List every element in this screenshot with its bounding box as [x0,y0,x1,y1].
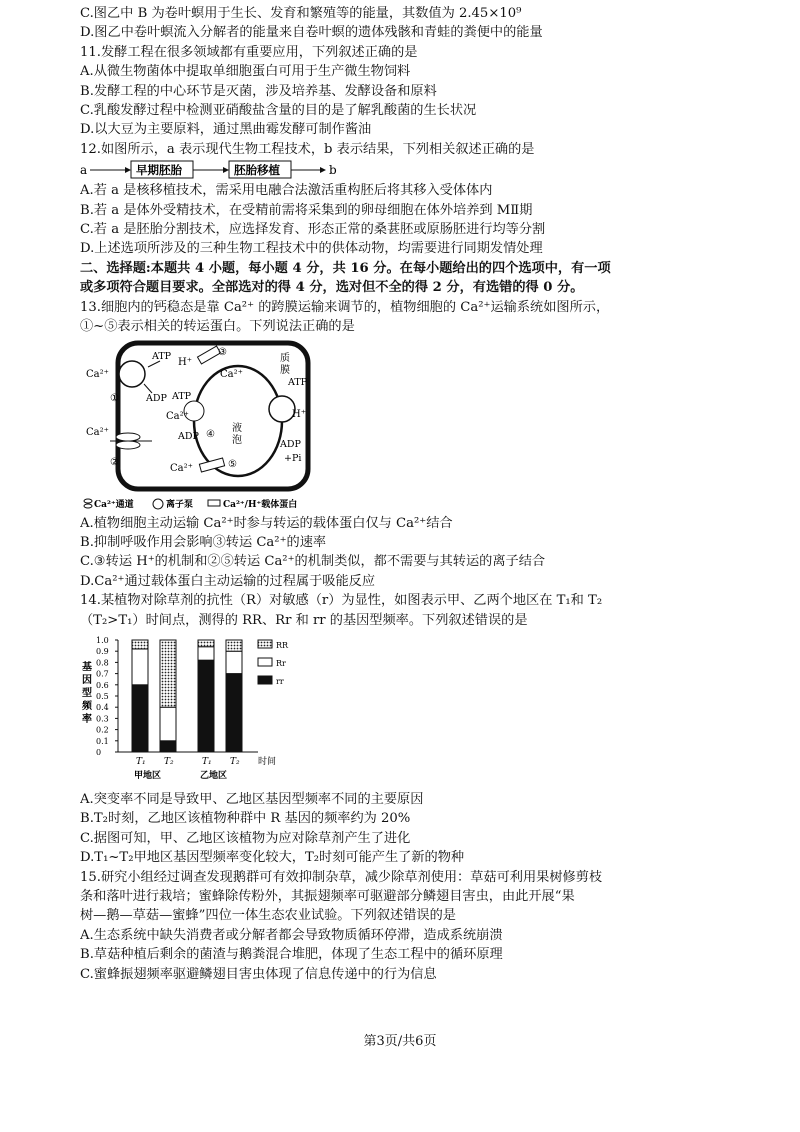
adp-label: ADP [178,430,199,442]
atp-label: ATP [288,376,308,388]
num-2: ② [110,456,119,468]
x-tick-label: T₂ [230,756,240,767]
text-line-q13: 13.细胞内的钙稳态是靠 Ca²⁺ 的跨膜运输来调节的，植物细胞的 Ca²⁺运输系统如图所示， [80,299,610,315]
ca-channel-2 [116,433,140,441]
text-block [80,4,770,159]
num-5: ⑤ [228,458,237,470]
y-tick-label: 0.8 [96,658,109,668]
carrier-5 [199,458,224,472]
ca-label: Ca²⁺ [86,426,109,438]
flow-diagram [80,159,770,181]
bar-RR-0 [132,640,148,649]
text-line-q11b: B.发酵工程的中心环节是灭菌，涉及培养基、发酵设备和原料 [80,83,437,99]
bar-rr-1 [160,741,176,752]
arrow [144,384,152,393]
bar-Rr-2 [198,647,214,660]
membrane-label-2: 膜 [280,364,290,376]
atp-label: ATP [172,390,192,402]
ca-label: Ca²⁺ [170,462,193,474]
vacuole [194,366,282,476]
num-4: ④ [206,428,215,440]
x-tick-label: T₁ [136,756,146,767]
text-line-q13bb: B.抑制呼吸作用会影响③转运 Ca²⁺的速率 [80,534,327,550]
text-line-c_prev: C.图乙中 B 为卷叶螟用于生长、发育和繁殖等的能量，其数值为 2.45×10⁹ [80,6,522,21]
bar-RR-2 [198,640,214,647]
text-line-q12b: B.若 a 是体外受精技术，在受精前需将采集到的卵母细胞在体外培养到 MⅡ期 [80,202,533,218]
flow-arrowhead-3 [320,167,326,173]
text-line-q13d: D.Ca²⁺通过载体蛋白主动运输的过程属于吸能反应 [80,573,376,589]
group-label-jia: 甲地区 [134,770,162,781]
y-axis-label-char: 频 [82,700,92,712]
bar-rr-0 [132,685,148,752]
adp-label: ADP [146,392,167,404]
text-line-q12d: D.上述选项所涉及的三种生物工程技术中的供体动物，均需要进行同期发情处理 [80,241,543,257]
y-tick-label: 0.1 [96,736,109,746]
atp-label: ATP [152,350,172,362]
text-line-q14d: D.T₁~T₂甲地区基因型频率变化较大，T₂时刻可能产生了新的物种 [80,850,465,866]
text-line-q15: 15.研究小组经过调查发现鹅群可有效抑制杂草，减少除草剂使用：草菇可利用果树修剪枝 [80,869,603,885]
text-line-q13c: C.③转运 H⁺的机制和②⑤转运 Ca²⁺的机制类似，都不需要与其转运的离子结合 [80,554,546,570]
legend-pump-icon [153,499,163,509]
pi-label: +Pi [284,452,302,464]
calcium-transport-svg [80,339,340,514]
y-axis-label-char: 因 [82,674,92,686]
h-label: H⁺ [178,356,192,368]
legend-channel: Ca²⁺通道 [94,499,134,510]
text-line-q14b: （T₂>T₁）时间点，测得的 RR、Rr 和 rr 的基因型频率。下列叙述错误的是 [80,612,528,628]
text-line-q12a: A.若 a 是核移植技术，需采用电融合法激活重构胚后将其移入受体体内 [80,183,493,199]
bar-Rr-1 [160,707,176,741]
vacuole-label-1: 液 [232,422,242,434]
bar-Rr-3 [226,651,242,673]
ca-label: Ca²⁺ [86,368,109,380]
membrane-label-1: 质 [280,352,290,364]
flow-arrowhead-1 [125,167,131,173]
num-3: ③ [218,346,227,358]
legend-carrier-icon [208,500,220,506]
legend-pump: 离子泵 [166,499,194,510]
legend-label-RR: RR [276,640,289,650]
text-line-q15b: 条和落叶进行栽培；蜜蜂除传粉外，其振翅频率可驱避部分鳞翅目害虫，由此开展“果 [80,888,575,904]
x-tick-label: T₁ [202,756,212,767]
legend-channel-icon-b [84,504,92,508]
text-line-q15c: 树—鹅—草菇—蜜蜂”四位一体生态农业试验。下列叙述错误的是 [80,908,456,924]
text-block [80,514,770,630]
text-line-sec2a: 二、选择题:本题共 4 小题，每小题 4 分，共 16 分。在每小题给出的四个选项中，有一项 [80,260,611,276]
text-line-q11a: A.从微生物菌体中提取单细胞蛋白可用于生产微生物饲料 [80,64,411,80]
y-tick-label: 0.7 [96,669,109,679]
page-footer: 第3页/共6页 [363,1034,437,1049]
text-line-q13a: A.植物细胞主动运输 Ca²⁺时参与转运的载体蛋白仅与 Ca²⁺结合 [80,515,453,531]
ca-label: Ca²⁺ [166,410,189,422]
legend-swatch-RR [258,640,272,648]
text-line-q14bb: B.T₂时刻，乙地区该植物种群中 R 基因的频率约为 20% [80,811,411,827]
text-line-q11d: D.以大豆为主要原料，通过黑曲霉发酵可制作酱油 [80,122,372,138]
group-label-yi: 乙地区 [200,770,228,781]
legend-swatch-rr [258,676,272,684]
flow-box-1-label: 早期胚胎 [136,163,182,178]
flow-label-a: a [80,163,88,178]
text-line-q11: 11.发酵工程在很多领域都有重要应用，下列叙述正确的是 [80,44,418,60]
text-line-q14a: A.突变率不同是导致甲、乙地区基因型频率不同的主要原因 [80,791,424,807]
ion-pump-1 [119,361,145,387]
genotype-chart-svg [80,632,340,790]
text-line-q12: 12.如图所示，a 表示现代生物工程技术，b 表示结果，下列相关叙述正确的是 [80,141,535,157]
y-tick-label: 1.0 [96,635,109,645]
legend-carrier: Ca²⁺/H⁺载体蛋白 [223,499,298,510]
num-1: ① [110,392,119,404]
y-axis-label-char: 型 [82,687,92,699]
y-tick-label: 0.6 [96,680,109,690]
legend-label-rr: rr [276,676,284,686]
bar-RR-1 [160,640,176,707]
text-line-q12c: C.若 a 是胚胎分割技术，应选择发育、形态正常的桑葚胚或原肠胚进行均等分割 [80,222,546,238]
ca-channel-2b [116,441,140,449]
y-axis-label-char: 基 [82,661,92,673]
x-axis-label: 时间 [258,756,277,767]
text-line-d_prev: D.图乙中卷叶螟流入分解者的能量来自卷叶螟的遗体残骸和青蛙的粪便中的能量 [80,25,543,41]
flow-box-2-label: 胚胎移植 [234,163,280,178]
y-tick-label: 0.9 [96,647,109,657]
genotype-frequency-chart [80,632,770,790]
ca-label: Ca²⁺ [220,368,243,380]
bar-rr-3 [226,674,242,752]
y-tick-label: 0.4 [96,703,109,713]
legend-swatch-Rr [258,658,272,666]
text-line-q15cc: C.蜜蜂振翅频率驱避鳞翅目害虫体现了信息传递中的行为信息 [80,966,437,982]
text-line-q11c: C.乳酸发酵过程中检测亚硝酸盐含量的目的是了解乳酸菌的生长状况 [80,103,477,119]
legend-channel-icon [84,499,92,503]
vacuole-label-2: 泡 [232,434,242,446]
h-label: H⁺ [292,408,306,420]
text-block [80,790,770,984]
figure-legend [84,498,297,510]
y-tick-label: 0.5 [96,691,109,701]
y-axis-label-char: 率 [82,713,92,725]
legend-label-Rr: Rr [276,658,286,668]
text-line-q13b: ①~⑤表示相关的转运蛋白。下列说法正确的是 [80,319,355,335]
exam-page [80,4,770,984]
y-tick-label: 0.2 [96,725,109,735]
calcium-transport-figure [80,339,770,514]
bar-Rr-0 [132,649,148,685]
y-tick-label: 0 [96,747,102,757]
flow-arrowhead-2 [223,167,229,173]
x-tick-label: T₂ [164,756,174,767]
flow-label-b: b [329,163,337,178]
text-line-q15bb: B.草菇种植后剩余的菌渣与鹅粪混合堆肥，体现了生态工程中的循环原理 [80,947,503,963]
text-line-q15a: A.生态系统中缺失消费者或分解者都会导致物质循环停滞，造成系统崩溃 [80,927,503,943]
text-line-q14: 14.某植物对除草剂的抗性（R）对敏感（r）为显性，如图表示甲、乙两个地区在 T₁和 T₂ [80,593,603,609]
text-block [80,181,770,336]
text-line-sec2b: 或多项符合题目要求。全部选对的得 4 分，选对但不全的得 2 分，有选错的得 0 分。 [80,280,584,296]
adp-label: ADP [280,438,301,450]
y-tick-label: 0.3 [96,714,109,724]
bar-rr-2 [198,660,214,752]
bar-RR-3 [226,640,242,651]
flow-diagram-svg [80,159,380,181]
text-line-q14c: C.据图可知，甲、乙地区该植物为应对除草剂产生了进化 [80,830,411,846]
